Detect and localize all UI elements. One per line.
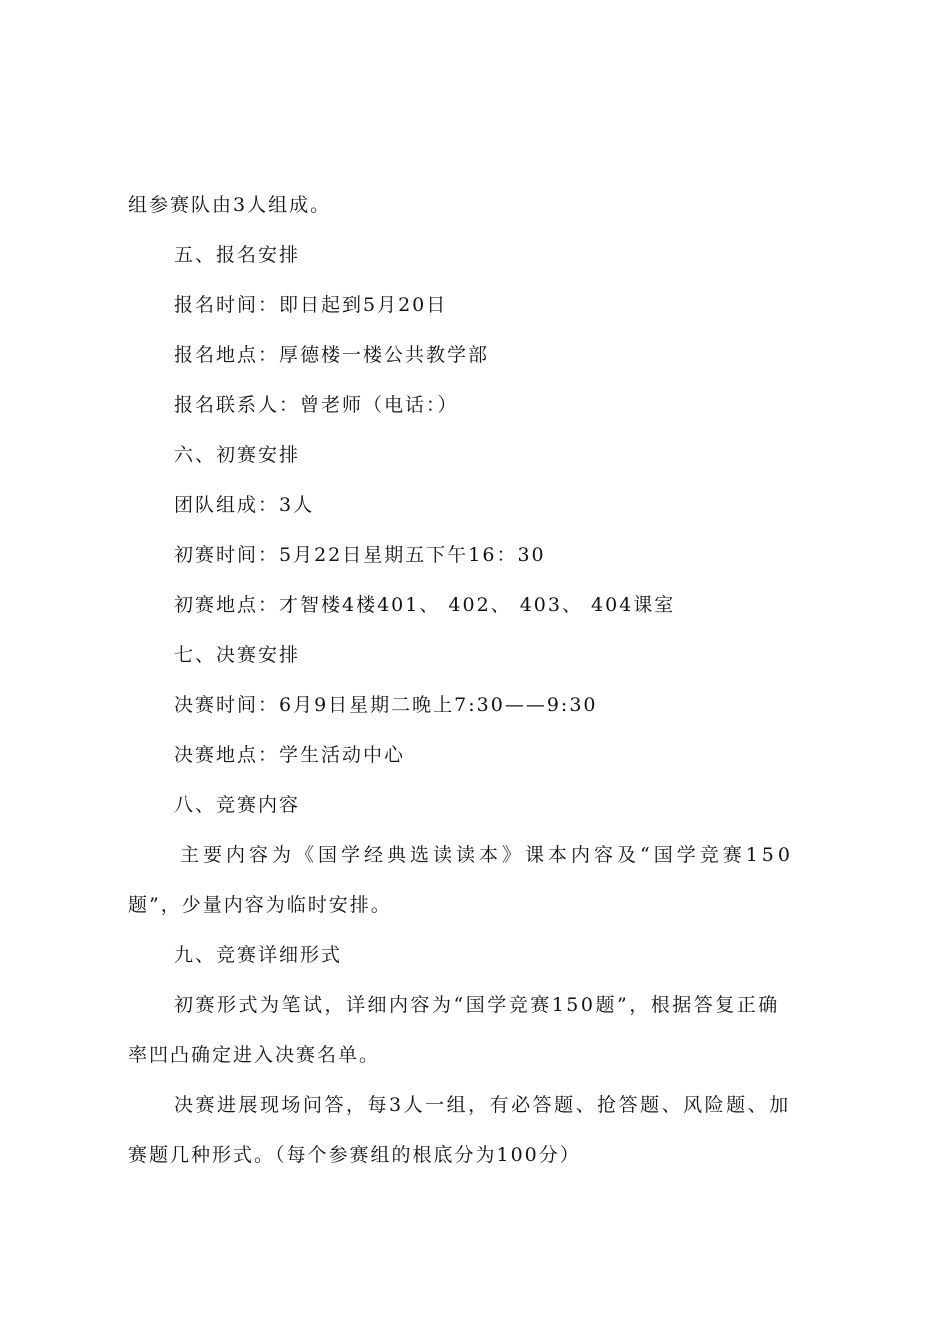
text-line: 决赛时间：6月9日星期二晚上7:30——9:30	[174, 694, 598, 716]
paragraph-line: 题”，少量内容为临时安排。	[128, 894, 392, 916]
section-heading: 七、决赛安排	[174, 644, 301, 666]
paragraph-line: 主要内容为《国学经典选读读本》课本内容及“国学竞赛150	[180, 844, 794, 866]
section-heading: 六、初赛安排	[174, 444, 301, 466]
section-heading: 九、竞赛详细形式	[174, 944, 343, 966]
paragraph-line: 赛题几种形式。（每个参赛组的根底分为100分）	[128, 1144, 581, 1166]
text-line: 报名时间：即日起到5月20日	[174, 294, 448, 316]
section-heading: 五、报名安排	[174, 244, 301, 266]
text-line: 初赛时间：5月22日星期五下午16：30	[174, 544, 546, 566]
text-line: 初赛地点：才智楼4楼401、 402、 403、 404课室	[174, 594, 676, 616]
paragraph-line: 初赛形式为笔试，详细内容为“国学竞赛150题”，根据答复正确	[174, 994, 780, 1016]
text-line: 决赛地点：学生活动中心	[174, 744, 406, 766]
text-line: 团队组成：3人	[174, 494, 315, 516]
text-line: 报名地点：厚德楼一楼公共教学部	[174, 344, 490, 366]
text-line: 报名联系人：曾老师（电话：）	[174, 394, 459, 416]
section-heading: 八、竞赛内容	[174, 794, 301, 816]
paragraph-line: 率凹凸确定进入决赛名单。	[128, 1044, 381, 1066]
paragraph-line: 决赛进展现场问答，每3人一组，有必答题、抢答题、风险题、加	[174, 1094, 791, 1116]
text-line: 组参赛队由3人组成。	[128, 194, 332, 216]
